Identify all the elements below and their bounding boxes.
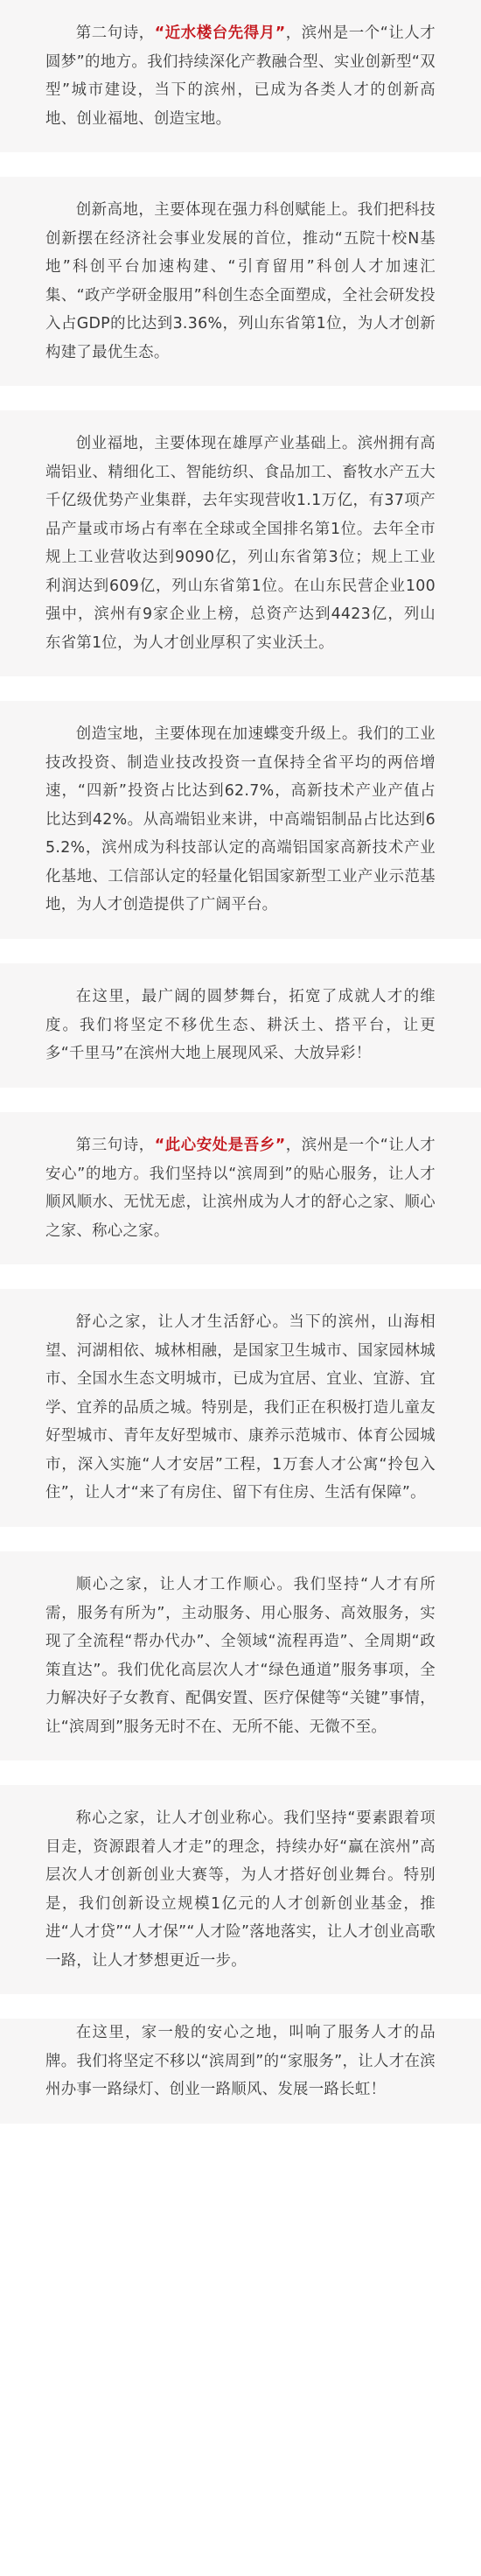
paragraph-creation: 创造宝地，主要体现在加速蝶变升级上。我们的工业技改投资、制造业技改投资一直保持全省平均的两倍增速，“四新”投资占比达到62.7%，高新技术产业产值占比达到42%。从高端铝业来讲，中高端铝制品占比达到65.2%，滨州成为科技部认定的高端铝国家高新技术产业化基地、工信部认定的轻量化铝国家新型工业产业示范基地，为人才创造提供了广阔平台。 [45, 725, 436, 914]
section-spacer [0, 152, 481, 177]
section-block [0, 410, 481, 676]
section-block [0, 963, 481, 1088]
paragraph-entrepreneurship: 创业福地，主要体现在雄厚产业基础上。滨州拥有高端铝业、精细化工、智能纺织、食品加工、畜牧水产五大千亿级优势产业集群，去年实现营收1.1万亿，有37项产品产量或市场占有率在全球或全国排名第1位。去年全市规上工业营收达到9090亿，列山东省第3位；规上工业利润达到609亿，列山东省第1位。在山东民营企业100强中，滨州有9家企业上榜，总资产达到4423亿，列山东省第1位，为人才创业厚积了实业沃土。 [45, 435, 436, 652]
section-block [0, 177, 481, 386]
section-spacer [0, 676, 481, 701]
poem-highlight: “此心安处是吾乡” [154, 1137, 286, 1154]
section-spacer [0, 939, 481, 963]
section-block [0, 2019, 481, 2124]
paragraph-satisfying-home: 称心之家，让人才创业称心。我们坚持“要素跟着项目走，资源跟着人才走”的理念，持续办好“赢在滨州”高层次人才创新创业大赛等，为人才搭好创业舞台。特别是，我们创新设立规模1亿元的人才创新创业基金，推进“人才贷”“人才保”“人才险”落地落实，让人才创业高歌一路，让人才梦想更近一步。 [45, 1810, 436, 1970]
paragraph-dream-stage: 在这里，最广阔的圆梦舞台，拓宽了成就人才的维度。我们将坚定不移优生态、耕沃土、搭平台，让更多“千里马”在滨州大地上展现风采、大放异彩！ [45, 988, 436, 1062]
section-block [0, 1112, 481, 1264]
section-block [0, 0, 481, 152]
section-block [0, 701, 481, 939]
poem-highlight: “近水楼台先得月” [154, 24, 286, 42]
section-block [0, 1289, 481, 1527]
paragraph-lead: 第二句诗， [75, 24, 155, 42]
paragraph-lead: 第三句诗， [75, 1137, 155, 1154]
paragraph-innovation: 创新高地，主要体现在强力科创赋能上。我们把科技创新摆在经济社会事业发展的首位，推动“五院十校N基地”科创平台加速构建、“引育留用”科创人才加速汇集、“政产学研金服用”科创生态全面塑成，全社会研发投入占GDP的比达到3.36%，列山东省第1位，为人才创新构建了最优生态。 [45, 201, 436, 361]
paragraph-poem-2 [0, 0, 481, 133]
paragraph-poem-3 [0, 1112, 481, 1245]
paragraph-text: ，滨州是一个“让人才圆梦”的地方。我们持续深化产教融合型、实业创新型“双型”城市建设，当下的滨州，已成为各类人才的创新高地、创业福地、创造宝地。 [45, 24, 436, 128]
section-block [0, 1551, 481, 1760]
paragraph-comfortable-home: 舒心之家，让人才生活舒心。当下的滨州，山海相望、河湖相依、城林相融，是国家卫生城市、国家园林城市、全国水生态文明城市，已成为宜居、宜业、宜游、宜学、宜养的品质之城。特别是，我们正在积极打造儿童友好型城市、青年友好型城市、康养示范城市、体育公园城市，深入实施“人才安居”工程，1万套人才公寓“拎包入住”，让人才“来了有房住、留下有住房、生活有保障”。 [45, 1313, 436, 1502]
section-spacer [0, 386, 481, 410]
section-spacer [0, 1527, 481, 1551]
section-spacer [0, 1264, 481, 1289]
section-block [0, 1785, 481, 1994]
paragraph-service-brand: 在这里，家一般的安心之地，叫响了服务人才的品牌。我们将坚定不移以“滨周到”的“家服务”，让人才在滨州办事一路绿灯、创业一路顺风、发展一路长虹！ [45, 2024, 436, 2098]
section-spacer [0, 1088, 481, 1112]
paragraph-smooth-home: 顺心之家，让人才工作顺心。我们坚持“人才有所需，服务有所为”，主动服务、用心服务、高效服务，实现了全流程“帮办代办”、全领域“流程再造”、全周期“政策直达”。我们优化高层次人才“绿色通道”服务事项，全力解决好子女教育、配偶安置、医疗保健等“关键”事情，让“滨周到”服务无时不在、无所不能、无微不至。 [45, 1576, 436, 1736]
section-spacer [0, 1760, 481, 1785]
paragraph-text: ，滨州是一个“让人才安心”的地方。我们坚持以“滨周到”的贴心服务，让人才顺风顺水、无忧无虑，让滨州成为人才的舒心之家、顺心之家、称心之家。 [45, 1137, 436, 1240]
